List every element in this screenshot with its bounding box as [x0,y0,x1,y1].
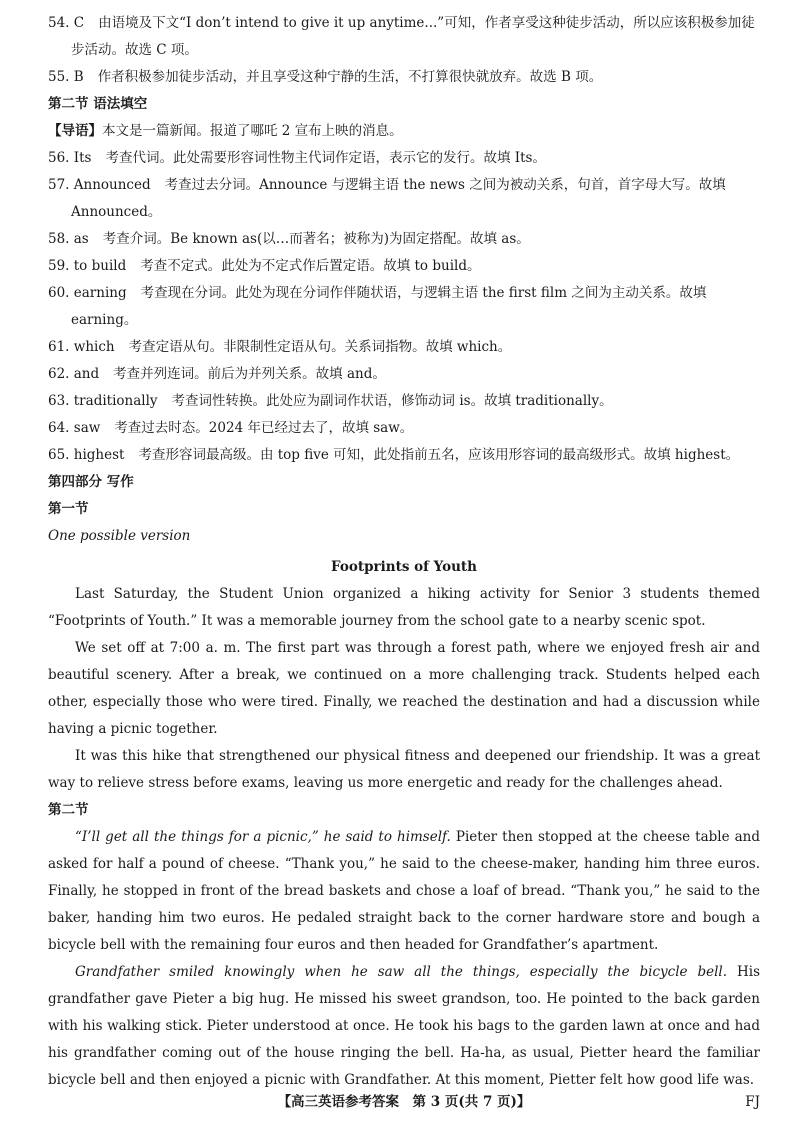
grammar-answer-item [48,253,760,280]
answer-55-explanation: 作者积极参加徒步活动，并且享受这种宁静的生活，不打算很快就放弃。故选 B 项。 [97,69,603,85]
answer-54-key: 54. C [48,15,85,31]
answer-55 [48,64,760,91]
answer-55-key: 55. B [48,69,84,85]
continuation-2-lead: Grandfather smiled knowingly when he saw all the things, especially the bicycle bell. [75,964,728,980]
grammar-answer-item [48,415,760,442]
continuation-2-body: His grandfather gave Pieter a big hug. He missed his sweet grandson, too. He pointed to the back garden with his walking stick. Pieter understood at once. He took his bags to the garden lawn at once and had his grandfather coming out of the house ringing the bell. Ha-ha, as usual, Pietter heard the familiar bicycle bell and then enjoyed a picnic with Grandfather. At this moment, Pietter felt how good life was. [48,964,761,1088]
grammar-answer-explanation: 考查现在分词。此处为现在分词作伴随状语，与逻辑主语 the first film 之间为主动关系。故填 earning。 [71,285,707,328]
grammar-answer-explanation: 考查介词。Be known as(以…而著名；被称为)为固定搭配。故填 as。 [102,231,530,247]
guide-line [48,118,760,145]
grammar-answer-item [48,388,760,415]
grammar-answer-explanation: 考查过去分词。Announce 与逻辑主语 the news 之间为被动关系，句首，首字母大写。故填 Announced。 [71,177,726,220]
essay-paragraph: Last Saturday, the Student Union organized a hiking activity for Senior 3 students themed “Footprints of Youth.” It was a memorable journey from the school gate to a nearby scenic spot. [48,586,760,629]
grammar-answer-explanation: 考查词性转换。此处应为副词作状语，修饰动词 is。故填 traditionally。 [171,393,613,409]
one-possible-version: One possible version [48,528,191,544]
section-heading-part1: 第一节 [48,501,89,517]
grammar-answer-item [48,172,760,226]
grammar-answer-item [48,442,760,469]
grammar-answer-key: 56. Its [48,150,92,166]
grammar-answer-list [48,145,760,469]
grammar-answer-key: 63. traditionally [48,393,158,409]
grammar-answer-key: 59. to build [48,258,127,274]
grammar-answer-item [48,226,760,253]
grammar-answer-key: 64. saw [48,420,101,436]
guide-text: 本文是一篇新闻。报道了哪吒 2 宣布上映的消息。 [102,123,403,139]
grammar-answer-explanation: 考查过去时态。2024 年已经过去了，故填 saw。 [114,420,414,436]
grammar-answer-key: 61. which [48,339,115,355]
footer-code: FJ [745,1094,760,1110]
grammar-answer-key: 58. as [48,231,89,247]
section-heading-grammar: 第二节 语法填空 [48,96,148,112]
grammar-answer-item [48,361,760,388]
grammar-answer-key: 65. highest [48,447,125,463]
grammar-answer-key: 57. Announced [48,177,151,193]
grammar-answer-key: 60. earning [48,285,127,301]
continuation-1-lead: “I’ll get all the things for a picnic,” he said to himself. [75,829,451,845]
footer-page-info: 【高三英语参考答案 第 3 页(共 7 页)】 [277,1094,531,1110]
guide-label: 【导语】 [48,123,102,139]
essay-paragraph: We set off at 7:00 a. m. The first part was through a forest path, where we enjoyed fresh air and beautiful scenery. After a break, we continued on a more challenging track. Students helped each other, especially those who were tired. Finally, we reached the destination and had a discussion while having a picnic together. [48,640,760,737]
grammar-answer-explanation: 考查定语从句。非限制性定语从句。关系词指物。故填 which。 [128,339,512,355]
essay-paragraph: It was this hike that strengthened our physical fitness and deepened our friendship. It was a great way to relieve stress before exams, leaving us more energetic and ready for the challenges ahead. [48,748,760,791]
grammar-answer-explanation: 考查不定式。此处为不定式作后置定语。故填 to build。 [140,258,481,274]
section-heading-writing: 第四部分 写作 [48,474,134,490]
section-heading-part2: 第二节 [48,802,89,818]
continuation-paragraph-1 [48,824,760,959]
grammar-answer-item [48,280,760,334]
grammar-answer-item [48,145,760,172]
continuation-1-body: Pieter then stopped at the cheese table and asked for half a pound of cheese. “Thank you,” he said to the cheese-maker, handing him three euros. Finally, he stopped in front of the bread baskets and chose a loaf of bread. “Thank you,” he said to the baker, handing him two euros. He pedaled straight back to the corner hardware store and bough a bicycle bell with the remaining four euros and then headed for Grandfather’s apartment. [48,829,761,953]
grammar-answer-item [48,334,760,361]
grammar-answer-explanation: 考查并列连词。前后为并列关系。故填 and。 [113,366,386,382]
answer-54 [48,10,760,64]
essay-title: Footprints of Youth [331,559,477,575]
answer-54-explanation: 由语境及下文“I don’t intend to give it up anytime...”可知，作者享受这种徒步活动，所以应该积极参加徒步活动。故选 C 项。 [71,15,755,58]
grammar-answer-explanation: 考查形容词最高级。由 top five 可知，此处指前五名，应该用形容词的最高级形式。故填 highest。 [138,447,740,463]
answer-page [48,10,760,1094]
grammar-answer-explanation: 考查代词。此处需要形容词性物主代词作定语，表示它的发行。故填 Its。 [105,150,546,166]
continuation-paragraph-2 [48,959,760,1094]
grammar-answer-key: 62. and [48,366,100,382]
